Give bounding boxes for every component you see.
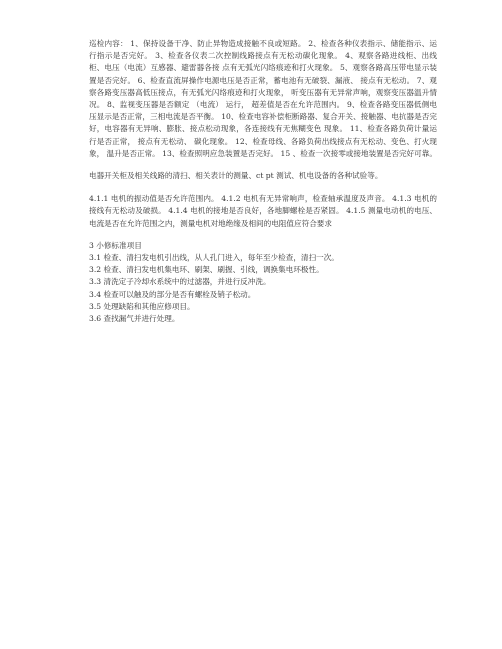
document-page bbox=[89, 38, 437, 325]
minor-repair-item: 3.4 检查可以触及的部分是否有螺栓及销子松动。 bbox=[89, 289, 256, 299]
minor-repair-item: 3.5 处理缺陷和其他应修项目。 bbox=[89, 301, 195, 311]
minor-repair-section bbox=[89, 240, 437, 325]
switchgear-maintenance-paragraph: 电器开关柜及相关线路的清扫、相关表计的测量、ct pt 测试、机电设备的各种试验等。 bbox=[89, 171, 383, 181]
minor-repair-title: 3 小修标准项目 bbox=[89, 240, 142, 250]
minor-repair-item: 3.6 查找漏气并进行处理。 bbox=[89, 314, 180, 324]
minor-repair-item: 3.1 检查、清扫发电机引出线，从人孔门进入，每年至少检查，清扫一次。 bbox=[89, 253, 339, 263]
motor-inspection-paragraph: 4.1.1 电机的振动值是否允许范围内。 4.1.2 电机有无异常响声，检查轴承温度及声音。 4.1.3 电机的接线有无松动及破损。 4.1.4 电机的接地是否良好，各地脚螺栓是否紧固。 4.1.5 测量电动机的电压、电流是否在允许范围之内，测量电机对地绝缘及相间的电阻值应符合要求 bbox=[89, 194, 437, 228]
inspection-content-paragraph: 巡检内容： 1、保持设备干净、防止异物造成接触不良或短路。 2、检查各种仪表指示、储能指示、运行指示是否完好。 3、检查各仪表二次控制线路接点有无松动碳化现象。 4、观察各路进线柜、出线柜、电压（电流）互感器、避雷器各接 点有无弧光闪络痕迹和打火现象。 5、观察各路高压带电显示装置是否完好。 6、检查直流屏操作电源电压是否正常，蓄电池有无破裂、漏液、 接点有无松动。 7、观察各路变压器高低压接点，有无弧光闪络痕迹和打火现象， 听变压器有无异常声响，观察变压器温升情况。 8、监视变压器是否额定 （电流） 运行， 超差值是否在允许范围内。 9、检查各路变压器低侧电压显示是否正常，三相电流是否平衡。 10、检查电容补偿柜断路器、复合开关、接触器、电抗器是否完 好，电容器有无异响、膨胀、接点松动现象，各连接线有无焦糊变色 现象。 11、检查各路负荷计量运行是否正常， 接点有无松动、 碳化现象。 12、检查母线、各路负荷出线接点有无松动、变色、打火现象， 温升是否正常。 13、检查照明应急装置是否完好。 15 、检查一次接零或接地装置是否完好可靠。 bbox=[89, 39, 437, 158]
minor-repair-item: 3.3 清洗定子冷却水系统中的过滤器，并进行反冲洗。 bbox=[89, 277, 271, 287]
minor-repair-item: 3.2 检查、清扫发电机集电环、刷架、刷握、引线，调换集电环极性。 bbox=[89, 265, 324, 275]
